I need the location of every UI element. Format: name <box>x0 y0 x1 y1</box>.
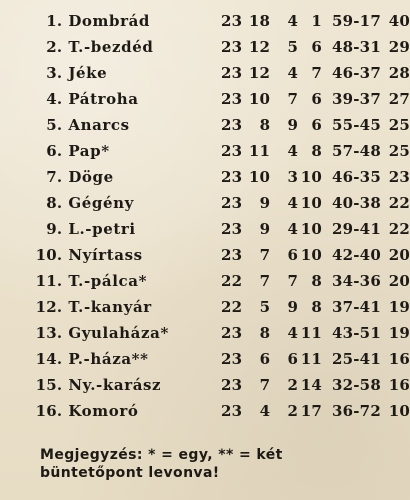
points-cell: 27 <box>388 89 410 108</box>
rank-cell: 6. <box>46 141 63 160</box>
goals-cell: 34-36 <box>331 271 381 290</box>
drawn-cell: 7 <box>287 271 299 290</box>
points-cell: 19 <box>388 323 410 342</box>
table-row <box>0 138 410 164</box>
lost-cell: 10 <box>300 167 322 186</box>
played-cell: 22 <box>220 297 243 316</box>
won-cell: 8 <box>259 115 271 134</box>
goals-cell: 59-17 <box>331 11 381 30</box>
points-cell: 23 <box>388 167 410 186</box>
lost-cell: 8 <box>311 141 322 160</box>
played-cell: 23 <box>220 349 243 368</box>
points-cell: 19 <box>388 297 410 316</box>
table-row <box>0 398 410 424</box>
table-row <box>0 294 410 320</box>
table-row <box>0 60 410 86</box>
played-cell: 23 <box>220 323 243 342</box>
won-cell: 18 <box>248 11 271 30</box>
won-cell: 11 <box>248 141 271 160</box>
rank-cell: 15. <box>35 375 63 394</box>
goals-cell: 32-58 <box>331 375 381 394</box>
goals-cell: 46-35 <box>331 167 381 186</box>
team-name-cell: P.-háza** <box>68 349 149 368</box>
played-cell: 23 <box>220 167 243 186</box>
rank-cell: 8. <box>46 193 63 212</box>
rank-cell: 4. <box>46 89 63 108</box>
won-cell: 5 <box>259 297 271 316</box>
goals-cell: 25-41 <box>331 349 381 368</box>
won-cell: 6 <box>259 349 271 368</box>
drawn-cell: 6 <box>287 245 299 264</box>
lost-cell: 8 <box>311 271 322 290</box>
points-cell: 22 <box>388 219 410 238</box>
points-cell: 10 <box>388 401 410 420</box>
won-cell: 12 <box>248 63 271 82</box>
table-row <box>0 86 410 112</box>
table-row <box>0 8 410 34</box>
rank-cell: 12. <box>35 297 63 316</box>
played-cell: 22 <box>220 271 243 290</box>
lost-cell: 11 <box>300 323 322 342</box>
lost-cell: 11 <box>300 349 322 368</box>
table-row <box>0 346 410 372</box>
footnote <box>40 446 400 482</box>
drawn-cell: 3 <box>287 167 299 186</box>
team-name-cell: Gyulaháza* <box>68 323 169 342</box>
team-name-cell: Pap* <box>68 141 110 160</box>
footnote-line-2: büntetőpont levonva! <box>40 465 220 481</box>
won-cell: 8 <box>259 323 271 342</box>
drawn-cell: 4 <box>287 193 299 212</box>
played-cell: 23 <box>220 141 243 160</box>
points-cell: 28 <box>388 63 410 82</box>
team-name-cell: T.-bezdéd <box>68 37 154 56</box>
drawn-cell: 5 <box>287 37 299 56</box>
table-row <box>0 320 410 346</box>
lost-cell: 10 <box>300 193 322 212</box>
drawn-cell: 9 <box>287 297 299 316</box>
team-name-cell: Komoró <box>68 401 139 420</box>
goals-cell: 46-37 <box>331 63 381 82</box>
drawn-cell: 4 <box>287 219 299 238</box>
rank-cell: 10. <box>35 245 63 264</box>
table-row <box>0 216 410 242</box>
played-cell: 23 <box>220 37 243 56</box>
footnote-line-1: Megjegyzés: * = egy, ** = két <box>40 447 283 463</box>
played-cell: 23 <box>220 375 243 394</box>
standings-table <box>0 8 410 424</box>
table-row <box>0 372 410 398</box>
lost-cell: 8 <box>311 297 322 316</box>
won-cell: 10 <box>248 89 271 108</box>
points-cell: 40 <box>388 11 410 30</box>
drawn-cell: 6 <box>287 349 299 368</box>
standings-table-wrap <box>0 8 410 424</box>
points-cell: 22 <box>388 193 410 212</box>
team-name-cell: Döge <box>68 167 114 186</box>
drawn-cell: 2 <box>287 401 299 420</box>
team-name-cell: Gégény <box>68 193 134 212</box>
played-cell: 23 <box>220 11 243 30</box>
team-name-cell: Jéke <box>68 63 108 82</box>
goals-cell: 29-41 <box>331 219 381 238</box>
drawn-cell: 4 <box>287 323 299 342</box>
goals-cell: 43-51 <box>331 323 381 342</box>
team-name-cell: T.-pálca* <box>68 271 148 290</box>
played-cell: 23 <box>220 89 243 108</box>
table-row <box>0 190 410 216</box>
team-name-cell: T.-kanyár <box>68 297 152 316</box>
played-cell: 23 <box>220 63 243 82</box>
goals-cell: 37-41 <box>331 297 381 316</box>
lost-cell: 6 <box>311 89 322 108</box>
played-cell: 23 <box>220 193 243 212</box>
played-cell: 23 <box>220 401 243 420</box>
standings-body <box>0 8 410 424</box>
table-row <box>0 112 410 138</box>
rank-cell: 7. <box>46 167 63 186</box>
goals-cell: 42-40 <box>331 245 381 264</box>
drawn-cell: 7 <box>287 89 299 108</box>
rank-cell: 13. <box>35 323 63 342</box>
points-cell: 16 <box>388 375 410 394</box>
won-cell: 9 <box>259 219 271 238</box>
table-row <box>0 242 410 268</box>
lost-cell: 10 <box>300 245 322 264</box>
rank-cell: 9. <box>46 219 63 238</box>
won-cell: 4 <box>259 401 271 420</box>
won-cell: 9 <box>259 193 271 212</box>
drawn-cell: 2 <box>287 375 299 394</box>
lost-cell: 1 <box>311 11 322 30</box>
table-row <box>0 164 410 190</box>
team-name-cell: Nyírtass <box>68 245 143 264</box>
points-cell: 16 <box>388 349 410 368</box>
won-cell: 7 <box>259 245 271 264</box>
table-row <box>0 34 410 60</box>
lost-cell: 6 <box>311 115 322 134</box>
goals-cell: 39-37 <box>331 89 381 108</box>
lost-cell: 6 <box>311 37 322 56</box>
points-cell: 20 <box>388 271 410 290</box>
won-cell: 7 <box>259 271 271 290</box>
points-cell: 29 <box>388 37 410 56</box>
points-cell: 25 <box>388 115 410 134</box>
goals-cell: 36-72 <box>331 401 381 420</box>
lost-cell: 14 <box>300 375 322 394</box>
goals-cell: 55-45 <box>331 115 381 134</box>
played-cell: 23 <box>220 115 243 134</box>
drawn-cell: 9 <box>287 115 299 134</box>
goals-cell: 57-48 <box>331 141 381 160</box>
rank-cell: 1. <box>46 11 63 30</box>
team-name-cell: Pátroha <box>68 89 139 108</box>
rank-cell: 16. <box>35 401 63 420</box>
won-cell: 7 <box>259 375 271 394</box>
won-cell: 12 <box>248 37 271 56</box>
played-cell: 23 <box>220 219 243 238</box>
rank-cell: 5. <box>46 115 63 134</box>
goals-cell: 40-38 <box>331 193 381 212</box>
team-name-cell: Dombrád <box>68 11 151 30</box>
lost-cell: 10 <box>300 219 322 238</box>
team-name-cell: Ny.-karász <box>68 375 162 394</box>
rank-cell: 3. <box>46 63 63 82</box>
played-cell: 23 <box>220 245 243 264</box>
points-cell: 20 <box>388 245 410 264</box>
team-name-cell: Anarcs <box>68 115 130 134</box>
drawn-cell: 4 <box>287 141 299 160</box>
goals-cell: 48-31 <box>331 37 381 56</box>
lost-cell: 17 <box>300 401 322 420</box>
rank-cell: 14. <box>35 349 63 368</box>
team-name-cell: L.-petri <box>68 219 136 238</box>
rank-cell: 11. <box>35 271 63 290</box>
rank-cell: 2. <box>46 37 63 56</box>
won-cell: 10 <box>248 167 271 186</box>
drawn-cell: 4 <box>287 63 299 82</box>
drawn-cell: 4 <box>287 11 299 30</box>
table-row <box>0 268 410 294</box>
lost-cell: 7 <box>311 63 322 82</box>
points-cell: 25 <box>388 141 410 160</box>
